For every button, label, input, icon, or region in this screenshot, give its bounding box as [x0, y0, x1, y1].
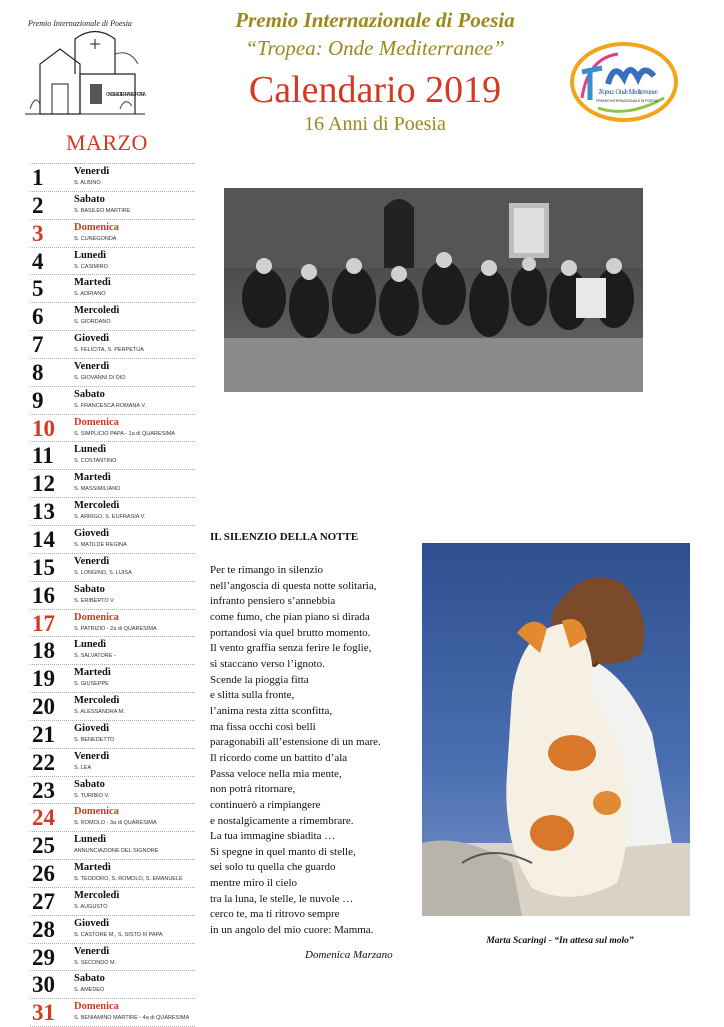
poem-line: tra la luna, le stelle, le nuvole … [210, 892, 354, 905]
day-number: 6 [32, 304, 44, 330]
weekday: Giovedì [74, 722, 110, 734]
poem-line: paragonabili all’estensione di un mare. [210, 736, 381, 749]
day-number: 30 [32, 972, 55, 998]
day-number: 1 [32, 165, 44, 190]
calendar-day-row [30, 386, 195, 414]
calendar-list [30, 163, 195, 1027]
calendar-day-row [30, 636, 195, 664]
calendar-day-row [30, 998, 195, 1027]
day-number: 9 [32, 387, 44, 413]
poem-line: Il vento graffia senza ferire le foglie, [210, 642, 372, 655]
saint-name: S. ALBINO [74, 180, 101, 186]
saint-name: S. CUNEGONDA [74, 235, 117, 242]
weekday: Lunedì [74, 444, 107, 456]
calendar-day-row [30, 247, 195, 275]
logo-right-tagline: PREMIO INTERNAZIONALE DI POESIA [596, 99, 658, 103]
saint-name: S. CASTORE M., S. SISTO III PAPA [74, 931, 163, 938]
day-number: 10 [32, 415, 55, 441]
saint-name: S. PATRIZIO - 2a di QUARESIMA [74, 625, 157, 632]
poem-line: ma fissa occhi così belli [210, 720, 316, 733]
weekday: Domenica [74, 416, 119, 428]
day-number: 24 [32, 805, 55, 831]
day-number: 28 [32, 916, 55, 942]
day-number: 15 [32, 554, 55, 580]
day-number: 16 [32, 582, 55, 608]
day-number: 17 [32, 610, 55, 636]
weekday: Sabato [74, 973, 105, 985]
logo-right-script: Tropea: Onde Mediterranee [598, 88, 658, 96]
day-number: 18 [32, 638, 55, 664]
poem-line: Passa veloce nella mia mente, [210, 767, 342, 780]
saint-name: S. MATILDE REGINA [74, 541, 127, 548]
onde-mediterranee-logo [568, 38, 680, 126]
poem-line: Il ricordo come un battito d’ala [210, 751, 348, 764]
calendar-day-row [30, 664, 195, 692]
saint-name: S. BENEDETTO [74, 736, 115, 743]
calendar-day-row [30, 887, 195, 915]
weekday: Mercoledì [74, 889, 120, 901]
header-line1: Premio Internazionale di Poesia [235, 8, 515, 32]
poem-line: nell’angoscia di questa notte solitaria, [210, 579, 377, 592]
saint-name: S. MASSIMILIANO [74, 486, 121, 493]
poem-line: Scende la pioggia fitta [210, 673, 309, 686]
calendar-day-row [30, 831, 195, 859]
weekday: Domenica [74, 221, 119, 233]
weekday: Giovedì [74, 333, 110, 345]
weekday: Martedì [74, 472, 111, 484]
poem-line: e slitta sulla fronte, [210, 689, 295, 702]
weekday: Venerdì [74, 750, 110, 762]
day-number: 20 [32, 694, 55, 720]
calendar-day-row [30, 274, 195, 302]
poem-author: Domenica Marzano [305, 949, 393, 961]
month-title: MARZO [66, 130, 148, 155]
saint-name: S. FELICITA, S. PERPETUA [74, 347, 144, 354]
day-number: 14 [32, 526, 55, 552]
painting-child-with-dog [422, 543, 690, 916]
calendar-day-row [30, 469, 195, 497]
weekday: Sabato [74, 193, 105, 205]
calendar-day-row [30, 748, 195, 776]
day-number: 21 [32, 721, 55, 747]
saint-name: S. ROMOLO - 3a di QUARESIMA [74, 820, 157, 827]
poem-line: come fumo, che pian piano si dirada [210, 610, 370, 623]
calendar-day-row [30, 414, 195, 442]
day-number: 26 [32, 861, 55, 887]
saint-name: S. GIORDANO [74, 319, 111, 326]
audience-photo [224, 188, 643, 392]
poem-line: Per te rimango in silenzio [210, 564, 324, 576]
weekday: Sabato [74, 388, 105, 400]
saint-name: S. LONGINO, S. LUISA [74, 569, 132, 576]
weekday: Venerdì [74, 166, 110, 177]
calendar-day-row [30, 581, 195, 609]
day-number: 25 [32, 833, 55, 859]
saint-name: S. GIOVANNI DI DIO [74, 374, 126, 381]
saint-name: S. BASILEO MARTIRE [74, 207, 131, 214]
weekday: Martedì [74, 862, 111, 874]
saint-name: S. ARRIGO, S. EUFRASIA V. [74, 514, 146, 521]
saint-name: S. ALESSANDRA M. [74, 709, 125, 716]
day-number: 11 [32, 443, 54, 469]
day-number: 22 [32, 749, 55, 775]
calendar-day-row [30, 803, 195, 831]
day-number: 27 [32, 888, 55, 914]
poem-line: mentre miro il cielo [210, 877, 298, 890]
weekday: Venerdì [74, 555, 110, 567]
day-number: 12 [32, 471, 55, 497]
poem-body [210, 563, 410, 939]
saint-name: S. TURIBIO V. [74, 792, 110, 799]
day-number: 23 [32, 777, 55, 803]
calendar-day-row [30, 358, 195, 386]
day-number: 4 [32, 248, 44, 274]
saint-name: S. FRANCESCA ROMANA V. [74, 402, 146, 409]
logo-left-text-top: Premio Internazionale di Poesia [28, 19, 132, 28]
poem-line: non potrà ritornare, [210, 783, 296, 796]
poem-line: in un angolo del mio cuore: Mamma. [210, 924, 374, 937]
saint-name: S. GIUSEPPE [74, 681, 109, 688]
saint-name: S. ERIBERTO V. [74, 597, 115, 604]
weekday: Giovedì [74, 917, 110, 929]
painting-caption: Marta Scaringi - “In attesa sul molo” [486, 936, 634, 946]
weekday: Domenica [74, 806, 119, 818]
poem-line: sei solo tu quella che guardo [210, 861, 336, 874]
calendar-day-row [30, 219, 195, 247]
calendar-day-row [30, 776, 195, 804]
weekday: Venerdì [74, 945, 110, 957]
weekday: Sabato [74, 583, 105, 595]
day-number: 3 [32, 220, 44, 246]
weekday: Mercoledì [74, 500, 120, 512]
day-number: 7 [32, 332, 44, 358]
saint-name: ANNUNCIAZIONE DEL SIGNORE [74, 848, 159, 855]
weekday: Venerdì [74, 360, 110, 372]
saint-name: S. AMEDEO [74, 987, 105, 994]
poem-line: La tua immagine sbiadita … [210, 830, 336, 843]
saint-name: S. LEA [74, 764, 92, 771]
saint-name: S. SIMPLICIO PAPA - 1a di QUARESIMA [74, 430, 175, 437]
calendar-day-row [30, 553, 195, 581]
calendar-day-row [30, 859, 195, 887]
weekday: Lunedì [74, 834, 107, 846]
saint-name: S. BENIAMINO MARTIRE - 4a di QUARESIMA [74, 1015, 190, 1022]
day-number: 5 [32, 276, 44, 302]
calendar-title: Calendario 2019 [248, 69, 502, 111]
weekday: Lunedì [74, 249, 107, 261]
weekday: Mercoledì [74, 695, 120, 707]
saint-name: S. SECONDO M. [74, 959, 117, 966]
poem-title: IL SILENZIO DELLA NOTTE [210, 531, 359, 543]
calendar-day-row [30, 720, 195, 748]
calendar-subtitle: 16 Anni di Poesia [304, 113, 446, 135]
calendar-day-row [30, 441, 195, 469]
saint-name: S. AUGUSTO [74, 903, 108, 910]
saint-name: S. COSTANTINO [74, 458, 117, 465]
weekday: Sabato [74, 778, 105, 790]
saint-name: S. SALVATORE - [74, 653, 116, 660]
calendar-day-row [30, 163, 195, 191]
calendar-day-row [30, 970, 195, 998]
weekday: Martedì [74, 277, 111, 289]
saint-name: S. ADRIANO [74, 291, 106, 298]
poem-line: Si spegne in quel manto di stelle, [210, 845, 356, 858]
calendar-day-row [30, 191, 195, 219]
saint-name: S. CASIMIRO [74, 263, 108, 270]
poem-line: e nostalgicamente a rimembrare. [210, 814, 354, 827]
day-number: 13 [32, 499, 55, 525]
saint-name: S. TEODORO, S. ROMOLO, S. EMANUELE [74, 876, 183, 883]
calendar-day-row [30, 302, 195, 330]
calendar-day-row [30, 497, 195, 525]
weekday: Lunedì [74, 639, 107, 651]
calendar-day-row [30, 692, 195, 720]
poem-line: si staccano verso l’ignoto. [210, 657, 325, 670]
day-number: 8 [32, 359, 44, 385]
premio-logo-sketch [20, 14, 150, 122]
weekday: Domenica [74, 611, 119, 623]
weekday: Martedì [74, 667, 111, 679]
poem-line: cerco te, ma ti ritrovo sempre [210, 908, 340, 921]
calendar-day-row [30, 915, 195, 943]
weekday: Mercoledì [74, 305, 120, 317]
calendar-day-row [30, 525, 195, 553]
poem-line: continuerò a rimpiangere [210, 798, 321, 811]
poem-line: portandosi via quel brutto momento. [210, 626, 371, 639]
poem-line: infranto pensiero s’annebbia [210, 595, 336, 608]
poem-line: l’anima resta zitta sconfitta, [210, 704, 333, 717]
weekday: Giovedì [74, 527, 110, 539]
calendar-day-row [30, 609, 195, 637]
weekday: Domenica [74, 1001, 119, 1013]
logo-left-text-bottom: ONDE MEDITERRANEE TROPEA [106, 92, 146, 98]
calendar-day-row [30, 943, 195, 971]
day-number: 2 [32, 192, 44, 218]
day-number: 19 [32, 666, 55, 692]
header-line2: “Tropea: Onde Mediterranee” [245, 36, 505, 60]
day-number: 31 [32, 1000, 55, 1026]
day-number: 29 [32, 944, 55, 970]
calendar-day-row [30, 330, 195, 358]
